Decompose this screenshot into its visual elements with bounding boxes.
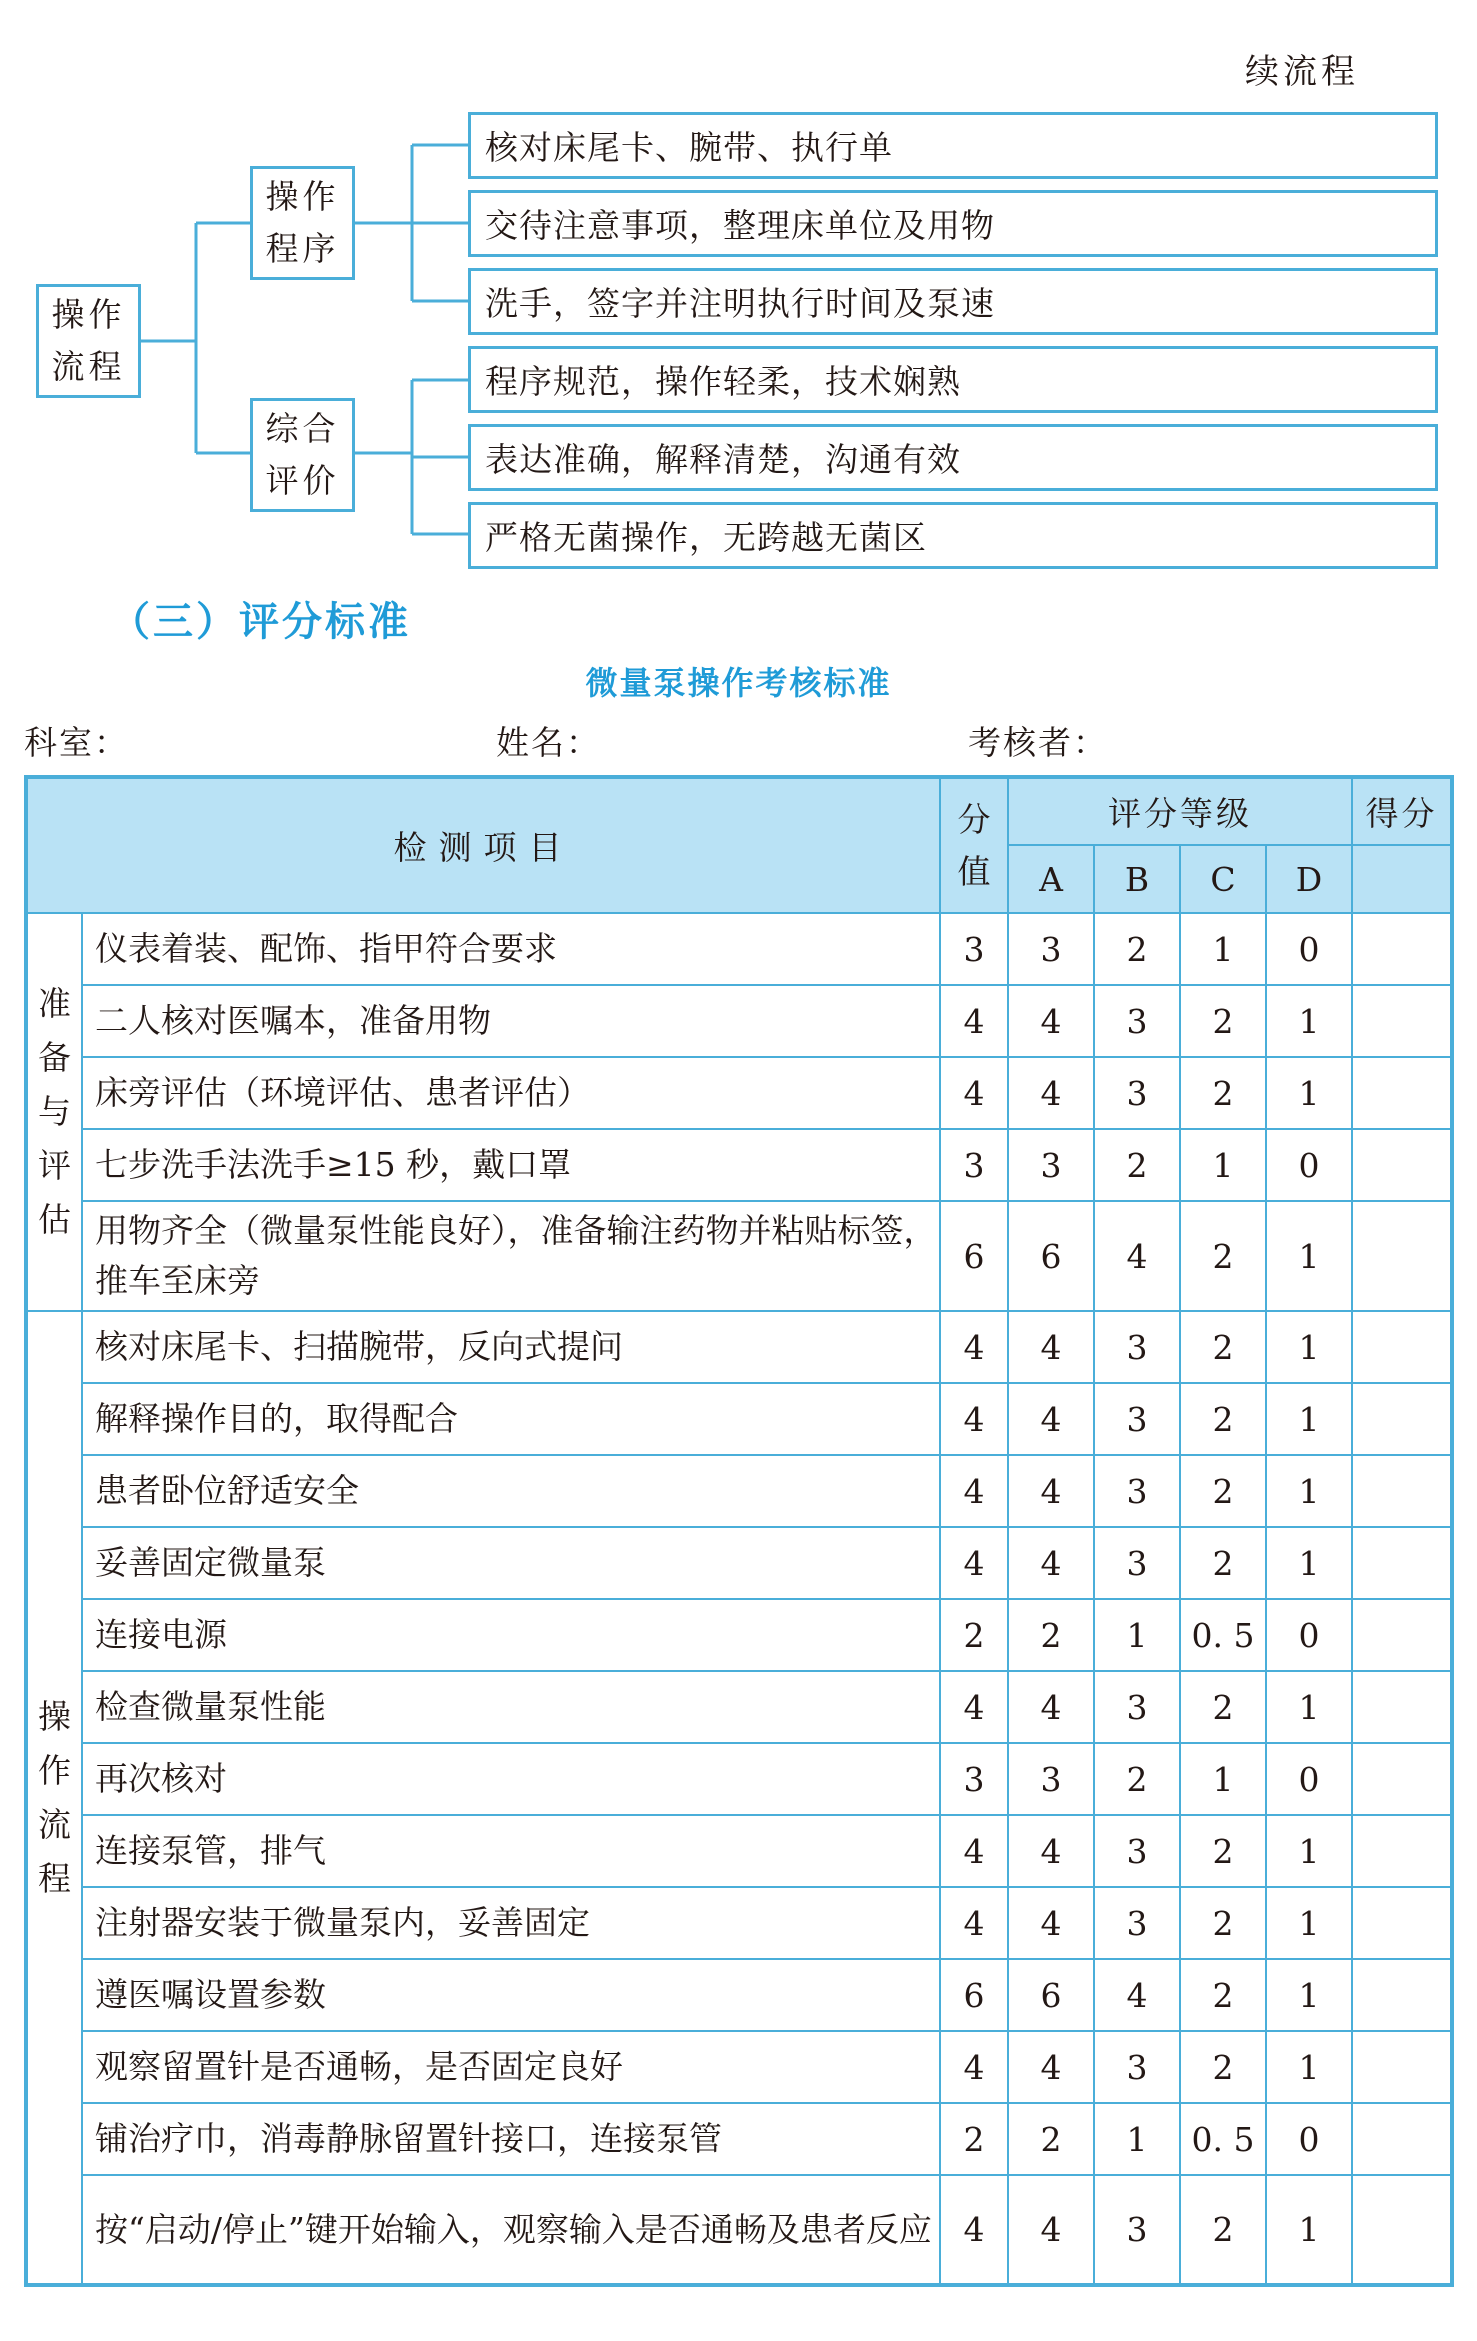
grade-cell-d: 0: [1266, 1129, 1352, 1201]
grade-cell-b: 3: [1094, 1527, 1180, 1599]
grade-cell-a: 4: [1008, 2175, 1094, 2285]
grade-cell-d: 1: [1266, 1201, 1352, 1311]
item-cell: 解释操作目的，取得配合: [82, 1383, 940, 1455]
header-grade-b: B: [1094, 845, 1180, 913]
got-cell[interactable]: [1352, 1057, 1452, 1129]
got-cell[interactable]: [1352, 2103, 1452, 2175]
grade-cell-a: 4: [1008, 1383, 1094, 1455]
score-cell: 2: [940, 1599, 1008, 1671]
got-cell[interactable]: [1352, 1671, 1452, 1743]
score-cell: 4: [940, 1815, 1008, 1887]
score-cell: 2: [940, 2103, 1008, 2175]
grade-cell-c: 1: [1180, 1129, 1266, 1201]
grade-cell-a: 4: [1008, 1887, 1094, 1959]
score-cell: 4: [940, 1311, 1008, 1383]
item-cell: 仪表着装、配饰、指甲符合要求: [82, 913, 940, 985]
grade-cell-c: 0. 5: [1180, 1599, 1266, 1671]
score-cell: 4: [940, 1383, 1008, 1455]
score-cell: 6: [940, 1201, 1008, 1311]
item-cell: 床旁评估（环境评估、患者评估）: [82, 1057, 940, 1129]
continued-label: 续流程: [1245, 52, 1359, 92]
grade-cell-b: 2: [1094, 913, 1180, 985]
header-item: 检测项目: [26, 777, 940, 913]
branch-evaluation-line1: 综合: [265, 409, 340, 448]
got-cell[interactable]: [1352, 985, 1452, 1057]
score-cell: 6: [940, 1959, 1008, 2031]
branch-procedure-line2: 程序: [265, 229, 340, 268]
section-title: （三）评分标准: [110, 599, 411, 645]
item-cell: 连接泵管，排气: [82, 1815, 940, 1887]
got-cell[interactable]: [1352, 1815, 1452, 1887]
table-row: [26, 1527, 1452, 1599]
grade-cell-a: 4: [1008, 1527, 1094, 1599]
grade-cell-b: 3: [1094, 1383, 1180, 1455]
score-cell: 3: [940, 913, 1008, 985]
grade-cell-a: 2: [1008, 1599, 1094, 1671]
item-cell: 观察留置针是否通畅，是否固定良好: [82, 2031, 940, 2103]
table-row: [26, 1743, 1452, 1815]
got-cell[interactable]: [1352, 1455, 1452, 1527]
score-cell: 4: [940, 985, 1008, 1057]
grade-cell-b: 3: [1094, 1311, 1180, 1383]
grade-cell-d: 1: [1266, 1527, 1352, 1599]
grade-cell-b: 4: [1094, 1959, 1180, 2031]
item-cell: 注射器安装于微量泵内，妥善固定: [82, 1887, 940, 1959]
grade-cell-d: 1: [1266, 1887, 1352, 1959]
score-cell: 4: [940, 1887, 1008, 1959]
table-row: [26, 1129, 1452, 1201]
grade-cell-c: 1: [1180, 913, 1266, 985]
grade-cell-b: 3: [1094, 985, 1180, 1057]
dept-label: 科室：: [24, 723, 129, 762]
header-grade: 评分等级: [1008, 777, 1352, 845]
flow-leaf: 洗手，签字并注明执行时间及泵速: [468, 268, 1438, 335]
grade-cell-a: 4: [1008, 1057, 1094, 1129]
grade-cell-c: 2: [1180, 985, 1266, 1057]
examiner-label: 考核者：: [968, 723, 1108, 762]
item-cell: 核对床尾卡、扫描腕带，反向式提问: [82, 1311, 940, 1383]
table-row: [26, 1383, 1452, 1455]
score-cell: 4: [940, 1057, 1008, 1129]
grade-cell-c: 0. 5: [1180, 2103, 1266, 2175]
grade-cell-a: 4: [1008, 1311, 1094, 1383]
grade-cell-c: 2: [1180, 1815, 1266, 1887]
grade-cell-c: 2: [1180, 1455, 1266, 1527]
grade-cell-a: 3: [1008, 913, 1094, 985]
name-label: 姓名：: [496, 723, 601, 762]
flow-leaf: 严格无菌操作，无跨越无菌区: [468, 502, 1438, 569]
grade-cell-c: 2: [1180, 1201, 1266, 1311]
score-cell: 4: [940, 1455, 1008, 1527]
grade-cell-c: 2: [1180, 1887, 1266, 1959]
got-cell[interactable]: [1352, 1311, 1452, 1383]
item-cell: 检查微量泵性能: [82, 1671, 940, 1743]
grade-cell-d: 1: [1266, 1311, 1352, 1383]
flow-leaf: 程序规范，操作轻柔，技术娴熟: [468, 346, 1438, 413]
got-cell[interactable]: [1352, 2175, 1452, 2285]
grade-cell-a: 4: [1008, 985, 1094, 1057]
got-cell[interactable]: [1352, 2031, 1452, 2103]
header-grade-a: A: [1008, 845, 1094, 913]
grade-cell-b: 1: [1094, 2103, 1180, 2175]
got-cell[interactable]: [1352, 1201, 1452, 1311]
item-cell: 二人核对医嘱本，准备用物: [82, 985, 940, 1057]
grade-cell-c: 2: [1180, 1057, 1266, 1129]
grade-cell-a: 3: [1008, 1129, 1094, 1201]
flow-branch-box-procedure: [250, 166, 355, 280]
grade-cell-d: 1: [1266, 1057, 1352, 1129]
grade-cell-a: 4: [1008, 1455, 1094, 1527]
grade-cell-b: 3: [1094, 2031, 1180, 2103]
got-cell[interactable]: [1352, 1527, 1452, 1599]
branch-procedure-line1: 操作: [265, 177, 340, 216]
table-row: [26, 2031, 1452, 2103]
got-cell[interactable]: [1352, 1599, 1452, 1671]
grade-cell-a: 6: [1008, 1201, 1094, 1311]
table-row: [26, 2103, 1452, 2175]
score-table: [24, 775, 1454, 2287]
grade-cell-b: 3: [1094, 1057, 1180, 1129]
flow-branch-box-evaluation: [250, 398, 355, 512]
grade-cell-c: 2: [1180, 1959, 1266, 2031]
table-row: [26, 1815, 1452, 1887]
flow-root-box: [36, 284, 141, 398]
score-cell: 3: [940, 1743, 1008, 1815]
item-cell: 按“启动/停止”键开始输入，观察输入是否通畅及患者反应: [82, 2175, 940, 2285]
item-cell: 再次核对: [82, 1743, 940, 1815]
grade-cell-d: 0: [1266, 913, 1352, 985]
grade-cell-a: 2: [1008, 2103, 1094, 2175]
grade-cell-c: 1: [1180, 1743, 1266, 1815]
got-cell[interactable]: [1352, 1743, 1452, 1815]
table-row: [26, 1599, 1452, 1671]
flow-leaf: 交待注意事项，整理床单位及用物: [468, 190, 1438, 257]
table-row: [26, 1201, 1452, 1311]
header-grade-d: D: [1266, 845, 1352, 913]
category-cell: 准 备 与 评 估: [26, 913, 82, 1311]
score-cell: 4: [940, 2031, 1008, 2103]
table-row: [26, 1057, 1452, 1129]
grade-cell-b: 3: [1094, 1455, 1180, 1527]
grade-cell-d: 1: [1266, 1671, 1352, 1743]
grade-cell-d: 1: [1266, 2175, 1352, 2285]
score-cell: 4: [940, 2175, 1008, 2285]
grade-cell-d: 1: [1266, 1959, 1352, 2031]
grade-cell-d: 1: [1266, 1815, 1352, 1887]
grade-cell-d: 1: [1266, 1383, 1352, 1455]
category-cell: 操 作 流 程: [26, 1311, 82, 2285]
item-cell: 连接电源: [82, 1599, 940, 1671]
grade-cell-c: 2: [1180, 1311, 1266, 1383]
table-row: [26, 1887, 1452, 1959]
got-cell[interactable]: [1352, 1887, 1452, 1959]
table-row: [26, 1959, 1452, 2031]
grade-cell-c: 2: [1180, 1527, 1266, 1599]
table-row: [26, 985, 1452, 1057]
got-cell[interactable]: [1352, 1129, 1452, 1201]
got-cell[interactable]: [1352, 913, 1452, 985]
grade-cell-d: 0: [1266, 1599, 1352, 1671]
grade-cell-a: 4: [1008, 1815, 1094, 1887]
score-cell: 4: [940, 1671, 1008, 1743]
grade-cell-a: 4: [1008, 1671, 1094, 1743]
score-cell: 4: [940, 1527, 1008, 1599]
grade-cell-d: 1: [1266, 1455, 1352, 1527]
header-got-blank: [1352, 845, 1452, 913]
item-cell: 七步洗手法洗手≥15 秒，戴口罩: [82, 1129, 940, 1201]
grade-cell-a: 4: [1008, 2031, 1094, 2103]
got-cell[interactable]: [1352, 1383, 1452, 1455]
table-row: [26, 913, 1452, 985]
grade-cell-a: 3: [1008, 1743, 1094, 1815]
grade-cell-d: 0: [1266, 1743, 1352, 1815]
grade-cell-b: 3: [1094, 1671, 1180, 1743]
flow-leaf: 核对床尾卡、腕带、执行单: [468, 112, 1438, 179]
header-score: 分 值: [940, 777, 1008, 913]
table-title: 微量泵操作考核标准: [585, 664, 892, 702]
item-cell: 妥善固定微量泵: [82, 1527, 940, 1599]
grade-cell-d: 1: [1266, 985, 1352, 1057]
item-cell: 患者卧位舒适安全: [82, 1455, 940, 1527]
grade-cell-c: 2: [1180, 2031, 1266, 2103]
table-row: [26, 2175, 1452, 2285]
flow-root-line1: 操作: [51, 295, 126, 334]
header-got: 得分: [1352, 777, 1452, 845]
grade-cell-c: 2: [1180, 1671, 1266, 1743]
grade-cell-b: 2: [1094, 1743, 1180, 1815]
table-row: [26, 1671, 1452, 1743]
flow-root-line2: 流程: [51, 347, 126, 386]
item-cell: 用物齐全（微量泵性能良好），准备输注药物并粘贴标签，推车至床旁: [82, 1201, 940, 1311]
grade-cell-b: 3: [1094, 1815, 1180, 1887]
grade-cell-d: 0: [1266, 2103, 1352, 2175]
grade-cell-b: 1: [1094, 1599, 1180, 1671]
grade-cell-b: 3: [1094, 2175, 1180, 2285]
grade-cell-b: 4: [1094, 1201, 1180, 1311]
grade-cell-b: 2: [1094, 1129, 1180, 1201]
flow-leaf: 表达准确，解释清楚，沟通有效: [468, 424, 1438, 491]
grade-cell-c: 2: [1180, 2175, 1266, 2285]
table-row: [26, 1455, 1452, 1527]
table-row: [26, 1311, 1452, 1383]
score-cell: 3: [940, 1129, 1008, 1201]
grade-cell-c: 2: [1180, 1383, 1266, 1455]
got-cell[interactable]: [1352, 1959, 1452, 2031]
branch-evaluation-line2: 评价: [265, 461, 340, 500]
grade-cell-b: 3: [1094, 1887, 1180, 1959]
grade-cell-d: 1: [1266, 2031, 1352, 2103]
item-cell: 遵医嘱设置参数: [82, 1959, 940, 2031]
header-grade-c: C: [1180, 845, 1266, 913]
grade-cell-a: 6: [1008, 1959, 1094, 2031]
item-cell: 铺治疗巾，消毒静脉留置针接口，连接泵管: [82, 2103, 940, 2175]
